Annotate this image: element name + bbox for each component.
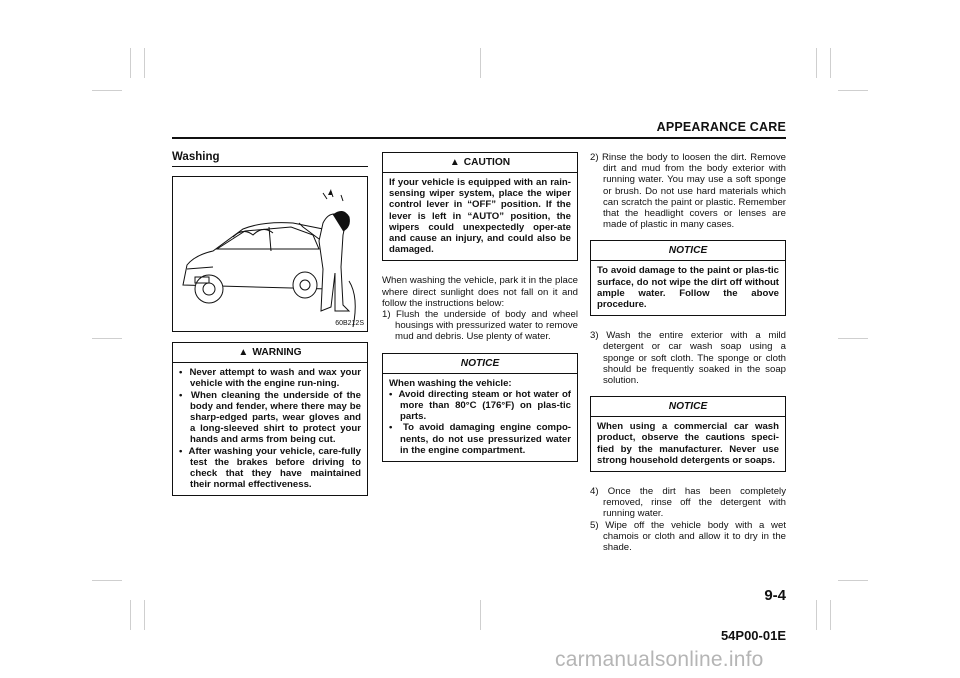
step-1: 1) Flush the underside of body and wheel housings with pressurized water to remove mud and debris. Use plenty of water. [382,309,578,343]
notice-item: • Avoid directing steam or hot water of more than 80°C (176°F) on plas-tic parts. [389,388,571,423]
crop-mark [816,600,817,630]
step-3: 3) Wash the entire exterior with a mild detergent or car wash soap using a sponge or soft cloth. The sponge or cloth should be frequently soaked in the soap solution. [590,330,786,387]
intro-paragraph: When washing the vehicle, park it in the place where direct sunlight does not fall on it and follow the instructions below: [382,275,578,309]
caution-triangle-icon: ▲ [449,157,460,168]
notice-item: • To avoid damaging engine compo-nents, do not use pressurized water in the engine compartment. [389,422,571,456]
figure-code: 60B212S [335,320,364,327]
warning-body [173,363,367,495]
crop-mark [480,600,481,630]
notice-body-1 [383,374,577,461]
notice-label: NOTICE [591,397,785,417]
page-number: 9-4 [764,587,786,604]
right-column [590,152,786,553]
warning-header [173,343,367,363]
car-washing-icon [173,177,367,329]
crop-mark [830,48,831,78]
crop-mark [816,48,817,78]
section-rule [172,166,368,167]
washing-illustration [172,176,368,332]
document-code: 54P00-01E [720,628,786,643]
caution-text: If your vehicle is equipped with an rain-sensing wiper system, place the wiper control lever in “OFF” position. If the lever is left in “AUTO” position, the wipers could unexpectedly oper-ate and cause an injury, and could also be damaged. [389,177,571,256]
warning-label: WARNING [252,347,302,359]
crop-mark [838,338,868,339]
crop-mark [838,580,868,581]
notice-text-3: When using a commercial car wash product, observe the cautions speci-fied by the manufacturer. Never use strong household detergents or soaps. [597,421,779,466]
warning-item: • Never attempt to wash and wax your vehicle with the engine run-ning. [179,367,361,390]
notice-box-2 [590,240,786,316]
step-5: 5) Wipe off the vehicle body with a wet chamois or cloth and allow it to dry in the shade. [590,519,786,554]
crop-mark [92,338,122,339]
notice-text-2: To avoid damage to the paint or plas-tic surface, do not wipe the dirt off without ample water. Follow the above procedure. [597,265,779,311]
crop-mark [838,90,868,91]
watermark: carmanualsonline.info [555,648,764,671]
warning-box [172,342,368,496]
step-4: 4) Once the dirt has been completely removed, rinse off the detergent with running water. [590,486,786,520]
crop-mark [144,48,145,78]
section-title: Washing [172,151,220,163]
caution-header [383,153,577,173]
crop-mark [144,600,145,630]
header-rule [172,137,786,139]
section-header: APPEARANCE CARE [656,120,786,134]
middle-column [382,152,578,476]
warning-item: • After washing your vehicle, care-fully test the brakes before driving to check that they have maintained their normal effectiveness. [179,445,361,491]
notice-label: NOTICE [591,241,785,261]
caution-label: CAUTION [463,157,511,168]
warning-triangle-icon: ▲ [238,347,249,359]
crop-mark [130,600,131,630]
crop-mark [480,48,481,78]
crop-mark [92,90,122,91]
notice-box-3 [590,396,786,472]
crop-mark [92,580,122,581]
notice-lead: When washing the vehicle: [389,377,512,389]
step-2: 2) Rinse the body to loosen the dirt. Remove dirt and mud from the body exterior with running water. You may use a soft sponge or brush. Do not use hard materials which can scratch the paint or plastic. Remember that the headlight covers or lenses are made of plastic in many cases. [590,152,786,231]
caution-box [382,152,578,261]
crop-mark [830,600,831,630]
notice-box-1 [382,353,578,462]
notice-label: NOTICE [383,354,577,374]
warning-item: • When cleaning the underside of the body and fender, where there may be sharp-edged parts, wear gloves and a long-sleeved shirt to protect your hands and arms from being cut. [179,389,361,446]
left-column [172,152,368,510]
crop-mark [130,48,131,78]
